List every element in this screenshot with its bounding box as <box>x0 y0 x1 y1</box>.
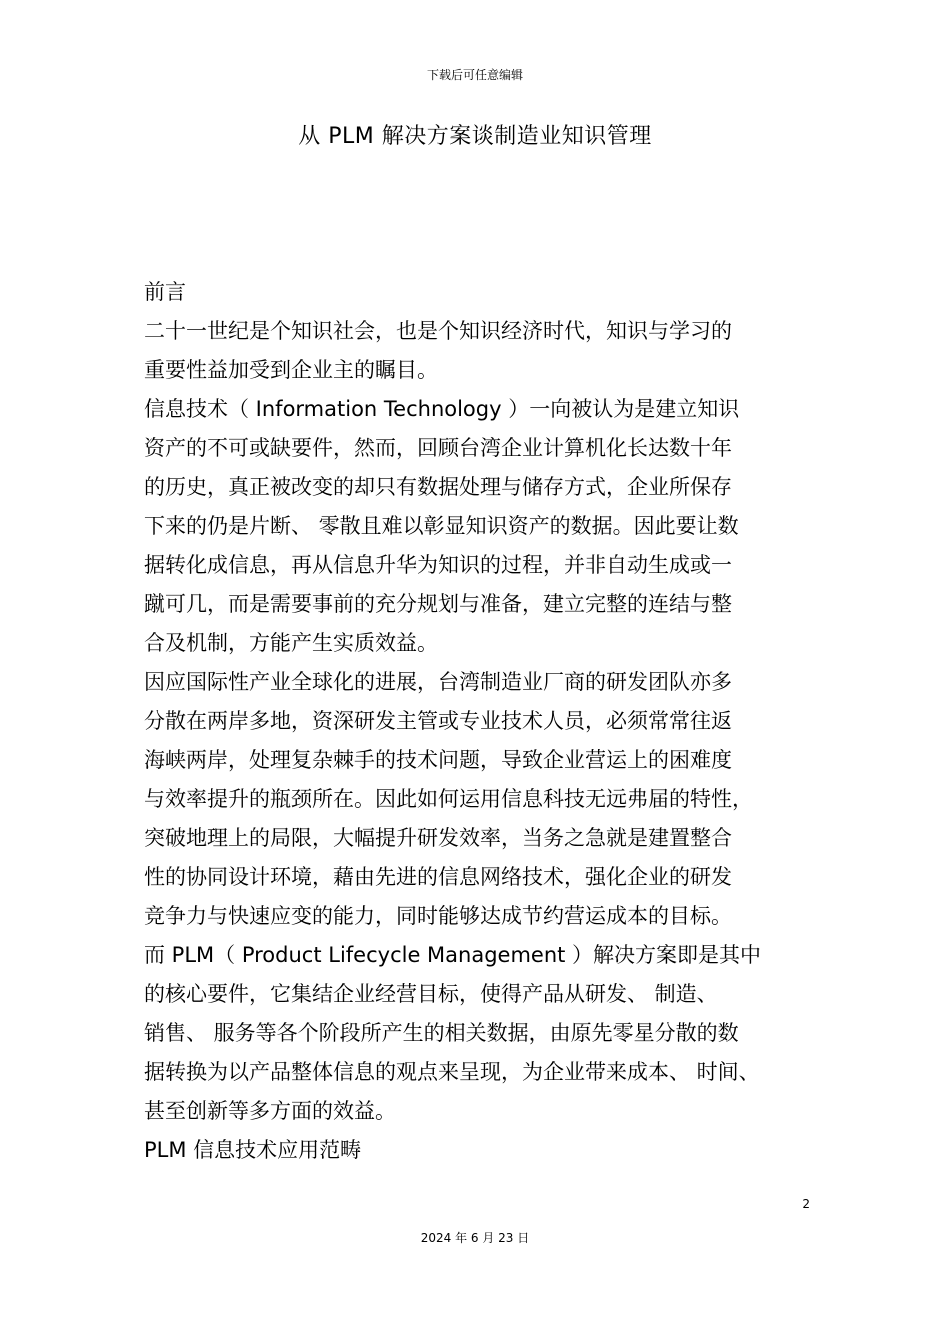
paragraph-line: 下来的仍是片断、 零散且难以彰显知识资产的数据。因此要让数 <box>144 514 739 538</box>
paragraph-line: 突破地理上的局限，大幅提升研发效率，当务之急就是建置整合 <box>144 826 732 850</box>
paragraph-line: 的核心要件，它集结企业经营目标，使得产品从研发、 制造、 <box>144 982 718 1006</box>
paragraph-line: 海峡两岸，处理复杂棘手的技术问题，导致企业营运上的困难度 <box>144 748 732 772</box>
paragraph-line: 而 PLM（ Product Lifecycle Management ）解决方案即是其中 <box>144 943 762 967</box>
document-title: 从 PLM 解决方案谈制造业知识管理 <box>298 124 652 149</box>
document-body <box>144 273 824 1170</box>
paragraph-line: 二十一世纪是个知识社会，也是个知识经济时代，知识与学习的 <box>144 319 732 343</box>
paragraph-line: 分散在两岸多地，资深研发主管或专业技术人员，必须常常往返 <box>144 709 732 733</box>
paragraph-line: 合及机制，方能产生实质效益。 <box>144 631 438 655</box>
section-heading-preface: 前言 <box>144 280 186 304</box>
paragraph-line: 竞争力与快速应变的能力，同时能够达成节约营运成本的目标。 <box>144 904 732 928</box>
paragraph-line: 与效率提升的瓶颈所在。因此如何运用信息科技无远弗届的特性， <box>144 787 753 811</box>
paragraph-line: 蹴可几，而是需要事前的充分规划与准备，建立完整的连结与整 <box>144 592 732 616</box>
paragraph-line: 性的协同设计环境，藉由先进的信息网络技术，强化企业的研发 <box>144 865 732 889</box>
paragraph-line: 销售、 服务等各个阶段所产生的相关数据，由原先零星分散的数 <box>144 1021 739 1045</box>
paragraph-line: 据转化成信息，再从信息升华为知识的过程，并非自动生成或一 <box>144 553 732 577</box>
paragraph-line: 信息技术（ Information Technology ）一向被认为是建立知识 <box>144 397 740 421</box>
paragraph-line: 资产的不可或缺要件，然而，回顾台湾企业计算机化长达数十年 <box>144 436 732 460</box>
header-note: 下载后可任意编辑 <box>426 68 523 82</box>
paragraph-line: 重要性益加受到企业主的瞩目。 <box>144 358 438 382</box>
footer-date: 2024 年 6 月 23 日 <box>420 1231 530 1245</box>
paragraph-line: 的历史，真正被改变的却只有数据处理与储存方式，企业所保存 <box>144 475 732 499</box>
paragraph-line: 因应国际性产业全球化的进展，台湾制造业厂商的研发团队亦多 <box>144 670 732 694</box>
paragraph-line: 甚至创新等多方面的效益。 <box>144 1099 396 1123</box>
page-number: 2 <box>802 1197 810 1211</box>
section-heading-plm-scope: PLM 信息技术应用范畴 <box>144 1138 362 1162</box>
paragraph-line: 据转换为以产品整体信息的观点来呈现，为企业带来成本、 时间、 <box>144 1060 760 1084</box>
